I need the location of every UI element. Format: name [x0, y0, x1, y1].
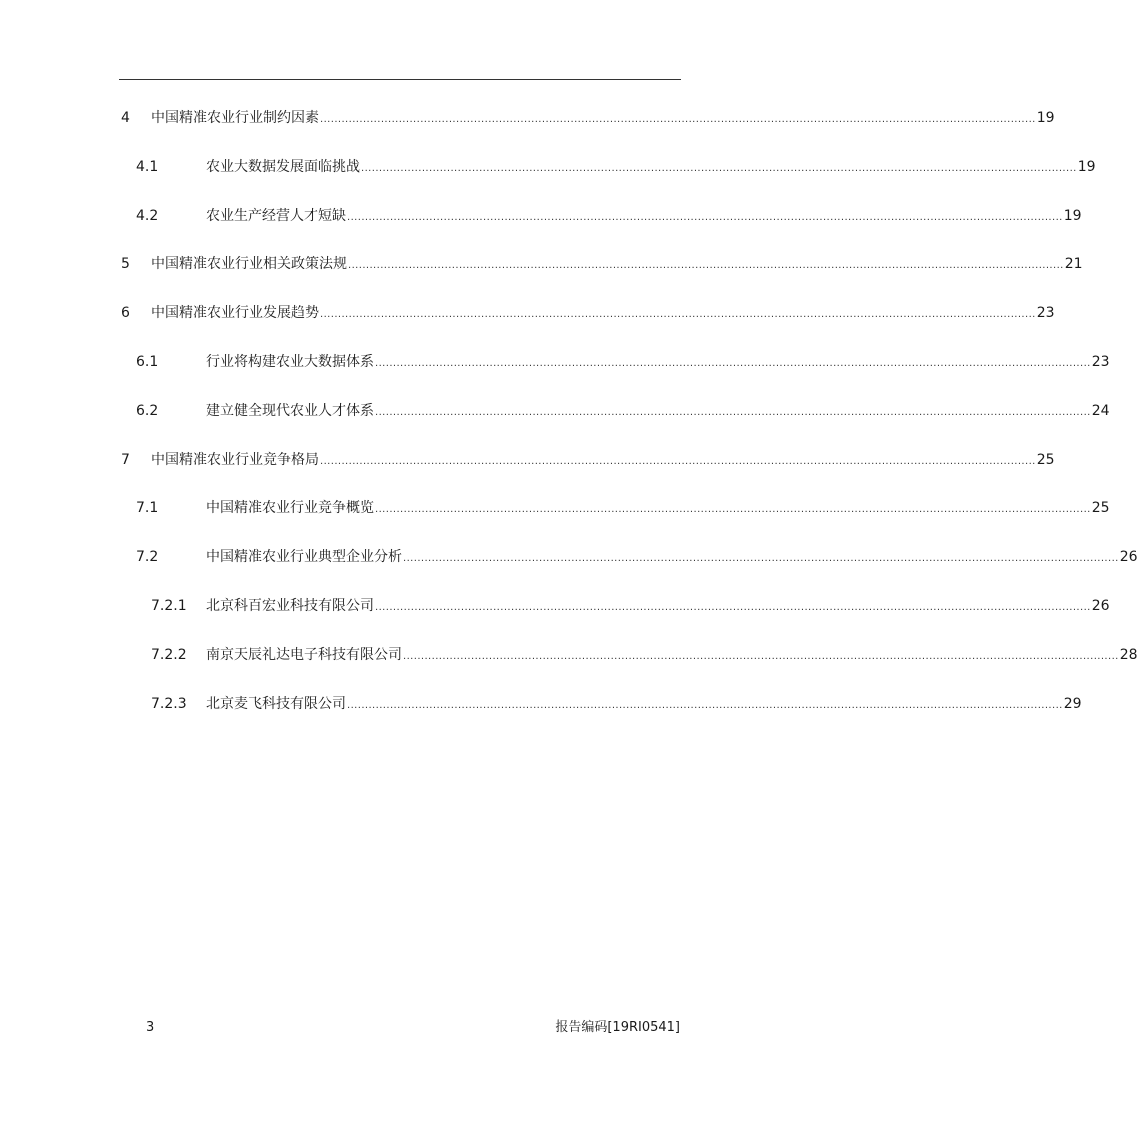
toc-entry-title: 农业生产经营人才短缺 [206, 207, 346, 224]
toc-entry[interactable] [0, 107, 1055, 129]
toc-entry[interactable] [0, 546, 1138, 568]
toc-dot-leader: ........................................................................................................................................................................................................ [375, 602, 1091, 613]
toc-entry-title: 北京麦飞科技有限公司 [206, 695, 346, 712]
toc-entry-number: 4.1 [136, 158, 159, 175]
toc-entry-page: 23 [1091, 354, 1110, 370]
toc-dot-leader: ........................................................................................................................................................................................................ [375, 406, 1091, 418]
toc-entry-number: 7 [121, 451, 130, 468]
toc-entry[interactable] [0, 351, 1110, 373]
toc-entry-number: 6.2 [136, 402, 159, 419]
toc-dot-leader: ........................................................................................................................................................................................................ [320, 114, 1036, 125]
toc-entry-number: 5 [121, 256, 130, 273]
toc-entry-page: 26 [1119, 549, 1138, 566]
toc-dot-leader: ........................................................................................................................................................................................................ [375, 504, 1091, 516]
toc-entry-title: 中国精准农业行业制约因素 [151, 110, 319, 126]
toc-entry-page: 24 [1091, 402, 1110, 419]
toc-entry[interactable] [0, 302, 1055, 324]
toc-entry-number: 7.2.1 [151, 598, 187, 614]
toc-dot-leader: ........................................................................................................................................................................................................ [348, 260, 1064, 272]
toc-entry-page: 26 [1091, 598, 1110, 614]
toc-entry-title: 中国精准农业行业竞争概览 [206, 500, 374, 517]
toc-entry[interactable] [0, 253, 1083, 275]
toc-entry-number: 6 [121, 305, 130, 322]
toc-entry-number: 7.2.2 [151, 646, 187, 663]
toc-entry-number: 7.2.3 [151, 695, 187, 712]
toc-entry-title: 中国精准农业行业竞争格局 [151, 451, 319, 468]
toc-dot-leader: ........................................................................................................................................................................................................ [320, 309, 1036, 321]
toc-dot-leader: ........................................................................................................................................................................................................ [320, 455, 1036, 467]
toc-entry-title: 行业将构建农业大数据体系 [206, 354, 374, 370]
toc-dot-leader: ........................................................................................................................................................................................................ [347, 211, 1063, 223]
toc-entry-title: 南京天辰礼达电子科技有限公司 [206, 646, 402, 663]
footer-report-code: 报告编码[19RI0541] [555, 1020, 680, 1035]
toc-entry[interactable] [0, 497, 1110, 519]
toc-entry[interactable] [0, 156, 1096, 178]
toc-dot-leader: ........................................................................................................................................................................................................ [347, 699, 1063, 711]
toc-entry[interactable] [0, 693, 1082, 715]
toc-dot-leader: ........................................................................................................................................................................................................ [403, 650, 1119, 662]
toc-entry-title: 中国精准农业行业发展趋势 [151, 305, 319, 322]
toc-entry[interactable] [0, 644, 1138, 666]
toc-entry-number: 4 [121, 110, 130, 126]
toc-dot-leader: ........................................................................................................................................................................................................ [375, 358, 1091, 369]
toc-entry-page: 25 [1036, 451, 1055, 468]
toc-entry-title: 中国精准农业行业相关政策法规 [151, 256, 347, 273]
toc-entry-number: 7.1 [136, 500, 159, 517]
toc-entry-number: 7.2 [136, 549, 159, 566]
toc-entry-number: 6.1 [136, 354, 159, 370]
toc-entry-page: 28 [1119, 646, 1138, 663]
toc-entry-page: 25 [1091, 500, 1110, 517]
toc-dot-leader: ........................................................................................................................................................................................................ [361, 162, 1077, 174]
toc-entry-page: 21 [1064, 256, 1083, 273]
toc-entry-page: 19 [1036, 110, 1055, 126]
toc-entry-title: 中国精准农业行业典型企业分析 [206, 549, 402, 566]
toc-entry-page: 23 [1036, 305, 1055, 322]
toc-entry[interactable] [0, 205, 1082, 227]
toc-entry-title: 农业大数据发展面临挑战 [206, 158, 360, 175]
toc-entry-title: 北京科百宏业科技有限公司 [206, 598, 374, 614]
footer-page-number: 3 [146, 1020, 155, 1035]
toc-entry-page: 19 [1063, 207, 1082, 224]
toc-entry[interactable] [0, 595, 1110, 617]
toc-entry[interactable] [0, 449, 1055, 471]
toc-entry[interactable] [0, 400, 1110, 422]
toc-dot-leader: ........................................................................................................................................................................................................ [403, 553, 1119, 565]
toc-entry-page: 19 [1077, 158, 1096, 175]
toc-entry-title: 建立健全现代农业人才体系 [206, 402, 374, 419]
toc-entry-number: 4.2 [136, 207, 159, 224]
toc-entry-page: 29 [1063, 695, 1082, 712]
